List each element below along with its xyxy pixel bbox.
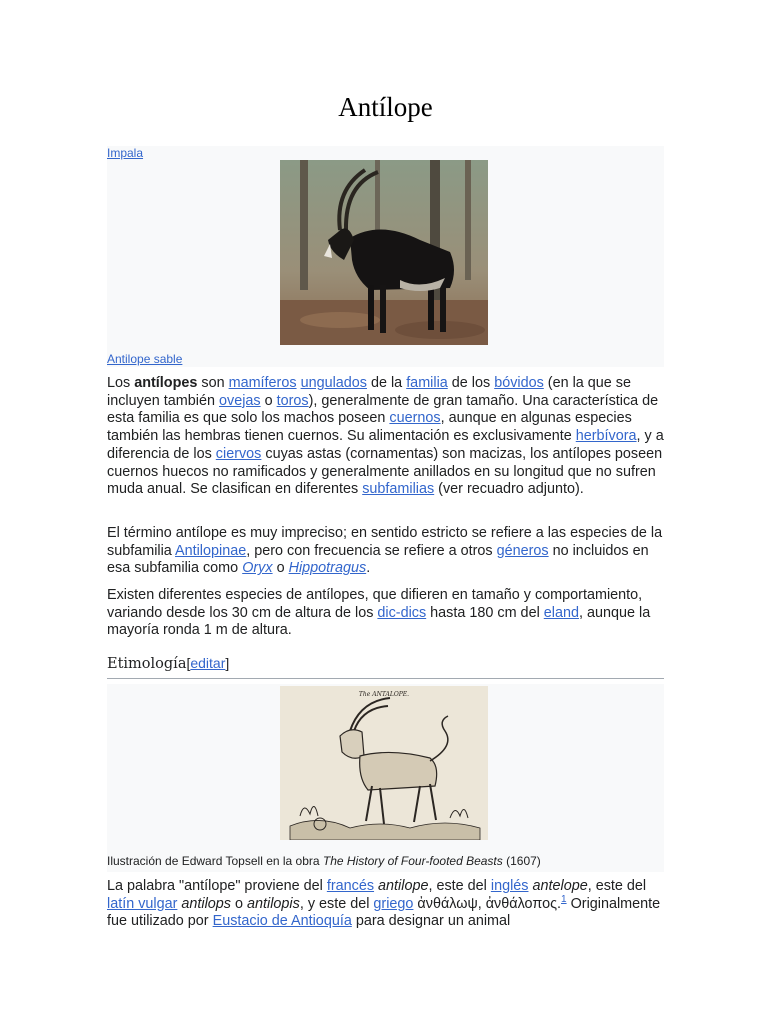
bold-term: antílopes — [134, 375, 198, 391]
sable-antelope-photo[interactable] — [280, 160, 488, 345]
link-eland[interactable]: eland — [543, 604, 579, 621]
link-antilopinae[interactable]: Antilopinae — [175, 542, 247, 559]
infobox-figure — [107, 146, 664, 367]
link-hippotragus[interactable]: Hippotragus — [288, 560, 367, 577]
link-ovejas[interactable]: ovejas — [219, 392, 261, 409]
link-familia[interactable]: familia — [406, 375, 448, 391]
link-toros[interactable]: toros — [276, 392, 309, 409]
link-bovidos[interactable]: bóvidos — [494, 375, 544, 391]
link-dic-dics[interactable]: dic-dics — [377, 604, 427, 621]
page-title: Antílope — [338, 92, 433, 122]
link-eustacio-de-antioquia[interactable]: Eustacio de Antioquía — [212, 913, 352, 930]
link-griego[interactable]: griego — [373, 895, 414, 912]
topsell-antelope-engraving[interactable] — [280, 686, 488, 840]
edit-section-link[interactable]: editar — [190, 655, 226, 671]
link-cuernos[interactable]: cuernos — [389, 410, 441, 427]
engraving-title: The ANTALOPE. — [358, 691, 410, 698]
sable-antelope-link[interactable]: Antilope sable — [107, 352, 183, 366]
footnote-1-link[interactable]: 1 — [561, 893, 567, 905]
impala-link[interactable]: Impala — [107, 146, 144, 160]
link-frances[interactable]: francés — [326, 878, 375, 894]
link-mamiferos[interactable]: mamíferos — [228, 375, 297, 391]
link-ingles[interactable]: inglés — [490, 878, 529, 894]
link-generos[interactable]: géneros — [496, 542, 549, 559]
topsell-figure — [107, 684, 664, 872]
link-oryx[interactable]: Oryx — [242, 560, 273, 577]
etymology-paragraph: La palabra "antílope" proviene del francés antilope, este del inglés antelope, este del latín vulgar antilops o antilopis, y este del griego ἀνθάλωψ, ἀνθάλοπος.$^1$ Originalmente fue utilizado por Eustacio de Antioquía para designar un animal — [107, 878, 661, 930]
link-ungulados[interactable]: ungulados — [300, 375, 367, 391]
section-heading-etimologia: Etimología[editar] — [107, 655, 664, 679]
definition-paragraph: El término antílope es muy impreciso; en sentido estricto se refiere a las especies de la subfamilia Antilopinae, pero con frecuencia se refiere a otros géneros no incluidos en esa subfamilia como Oryx o Hippotragus. — [107, 525, 663, 577]
intro-paragraph: Los antílopes son mamíferos ungulados de la familia de los bóvidos (en la que se incluyen también ovejas o toros), generalmente de gran tamaño. Una característica de esta familia es que solo los machos poseen cuernos, aunque en algunas especies también las hembras tienen cuernos. Su alimentación es exclusivamente herbívora, y a diferencia de los ciervos cuyas astas (cornamentas) son macizas, los antílopes poseen cuernos huecos no ramificados y generalmente anillados en su longitud que no sufren muda anual. Se clasifican en diferentes subfamilias (ver recuadro adjunto). — [107, 375, 664, 498]
link-latin-vulgar[interactable]: latín vulgar — [107, 895, 178, 912]
size-paragraph: Existen diferentes especies de antílopes, que difieren en tamaño y comportamiento, variando desde los 30 cm de altura de los dic-dics hasta 180 cm del eland, aunque la mayoría ronda 1 m de altura. — [107, 587, 651, 639]
link-ciervos[interactable]: ciervos — [215, 445, 262, 462]
topsell-caption: Ilustración de Edward Topsell en la obra The History of Four-footed Beasts (1607) — [107, 854, 541, 868]
link-subfamilias[interactable]: subfamilias — [362, 481, 435, 498]
link-herbivora[interactable]: herbívora — [575, 428, 637, 445]
